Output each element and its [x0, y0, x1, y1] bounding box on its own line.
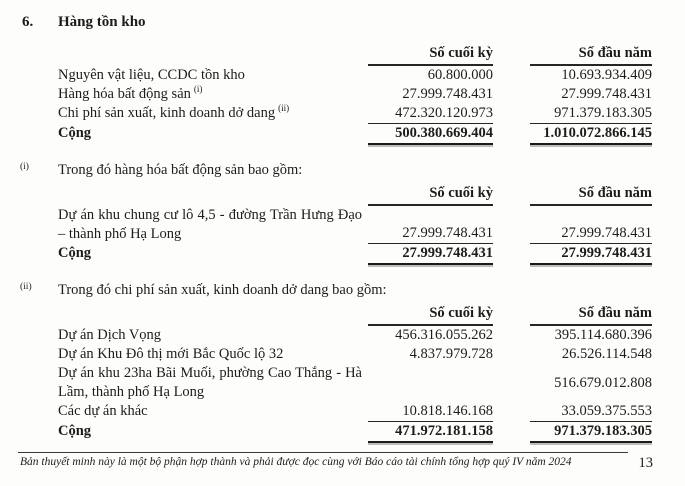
- note-ii-heading: [20, 281, 652, 300]
- table-total-row: [58, 244, 652, 265]
- table-total-row: [58, 422, 652, 443]
- note-ii-heading-text: Trong đó chi phí sản xuất, kinh doanh dở dang bao gồm:: [58, 282, 387, 298]
- table-row: [58, 326, 652, 345]
- total-end-period: 27.999.748.431: [368, 244, 493, 265]
- total-end-period: 500.380.669.404: [368, 124, 493, 145]
- total-end-period: 471.972.181.158: [368, 422, 493, 443]
- total-label: Cộng: [58, 423, 92, 439]
- note-ii-marker: (ii): [20, 282, 32, 292]
- table-row: [58, 66, 652, 85]
- table-row: [58, 345, 652, 364]
- value-end-period: 27.999.748.431: [402, 86, 493, 102]
- column-header-begin-year: Số đầu năm: [530, 184, 652, 206]
- inventory-summary-table: [58, 44, 652, 145]
- value-begin-year: 33.059.375.553: [530, 402, 652, 422]
- column-header-end-period: Số cuối kỳ: [368, 44, 493, 66]
- footnote-ref-i: (i): [193, 84, 203, 95]
- table-header-row: [58, 44, 652, 66]
- value-end-period: 456.316.055.262: [395, 327, 493, 343]
- row-label: Dự án khu chung cư lô 4,5 - đường Trần Hưng Đạo – thành phố Hạ Long: [58, 207, 362, 242]
- row-label: Hàng hóa bất động sản $^{(i)}$: [58, 84, 203, 102]
- value-end-period: 27.999.748.431: [368, 224, 493, 244]
- value-end-period: 4.837.979.728: [409, 346, 493, 362]
- row-label: Dự án khu 23ha Bãi Muối, phường Cao Thắng - Hà Lầm, thành phố Hạ Long: [58, 365, 362, 400]
- column-header-end-period: Số cuối kỳ: [368, 304, 493, 326]
- column-header-end-period: Số cuối kỳ: [368, 184, 493, 206]
- table-row: [58, 206, 652, 244]
- note-i-marker: (i): [20, 162, 29, 172]
- row-label: Dự án Dịch Vọng: [58, 327, 162, 343]
- page-number: 13: [638, 455, 653, 471]
- table-total-row: [58, 124, 652, 145]
- row-label: Các dự án khác: [58, 403, 148, 419]
- value-begin-year: 27.999.748.431: [561, 86, 652, 102]
- total-begin-year: 27.999.748.431: [530, 244, 652, 265]
- value-end-period: 60.800.000: [427, 67, 493, 83]
- table-row: [58, 104, 652, 124]
- section-number: 6.: [22, 14, 34, 30]
- footer-rule: [18, 452, 628, 453]
- value-begin-year: 516.679.012.808: [554, 374, 652, 391]
- value-begin-year: 10.693.934.409: [561, 67, 652, 83]
- value-begin-year: 27.999.748.431: [530, 224, 652, 244]
- value-begin-year: 971.379.183.305: [530, 104, 652, 124]
- column-header-begin-year: Số đầu năm: [530, 44, 652, 66]
- real-estate-detail-table: [58, 184, 652, 265]
- footnote-ref-ii: (ii): [278, 103, 290, 114]
- note-i-heading: [20, 161, 652, 180]
- value-end-period: 472.320.120.973: [368, 104, 493, 124]
- column-header-begin-year: Số đầu năm: [530, 304, 652, 326]
- total-label: Cộng: [58, 245, 92, 261]
- total-label: Cộng: [58, 125, 92, 141]
- table-row: [58, 364, 652, 402]
- footer-note: Bản thuyết minh này là một bộ phận hợp thành và phải được đọc cùng với Báo cáo tài chính tổng hợp quý IV năm 2024: [20, 456, 572, 468]
- total-begin-year: 971.379.183.305: [530, 422, 652, 443]
- page-footer: [0, 452, 685, 470]
- note-i-heading-text: Trong đó hàng hóa bất động sản bao gồm:: [58, 162, 303, 178]
- row-label: Dự án Khu Đô thị mới Bắc Quốc lộ 32: [58, 346, 284, 362]
- wip-detail-table: [58, 304, 652, 443]
- row-label: Nguyên vật liệu, CCDC tồn kho: [58, 67, 245, 83]
- row-label: Chi phí sản xuất, kinh doanh dở dang $^{(ii)}$: [58, 103, 290, 121]
- table-row: [58, 85, 652, 104]
- table-header-row: [58, 304, 652, 326]
- table-header-row: [58, 184, 652, 206]
- value-end-period: 10.818.146.168: [368, 402, 493, 422]
- section-title: Hàng tồn kho: [58, 14, 146, 30]
- value-begin-year: 395.114.680.396: [554, 327, 652, 343]
- total-begin-year: 1.010.072.866.145: [530, 124, 652, 145]
- value-begin-year: 26.526.114.548: [561, 346, 652, 362]
- table-row: [58, 402, 652, 422]
- section-title-row: [22, 13, 685, 32]
